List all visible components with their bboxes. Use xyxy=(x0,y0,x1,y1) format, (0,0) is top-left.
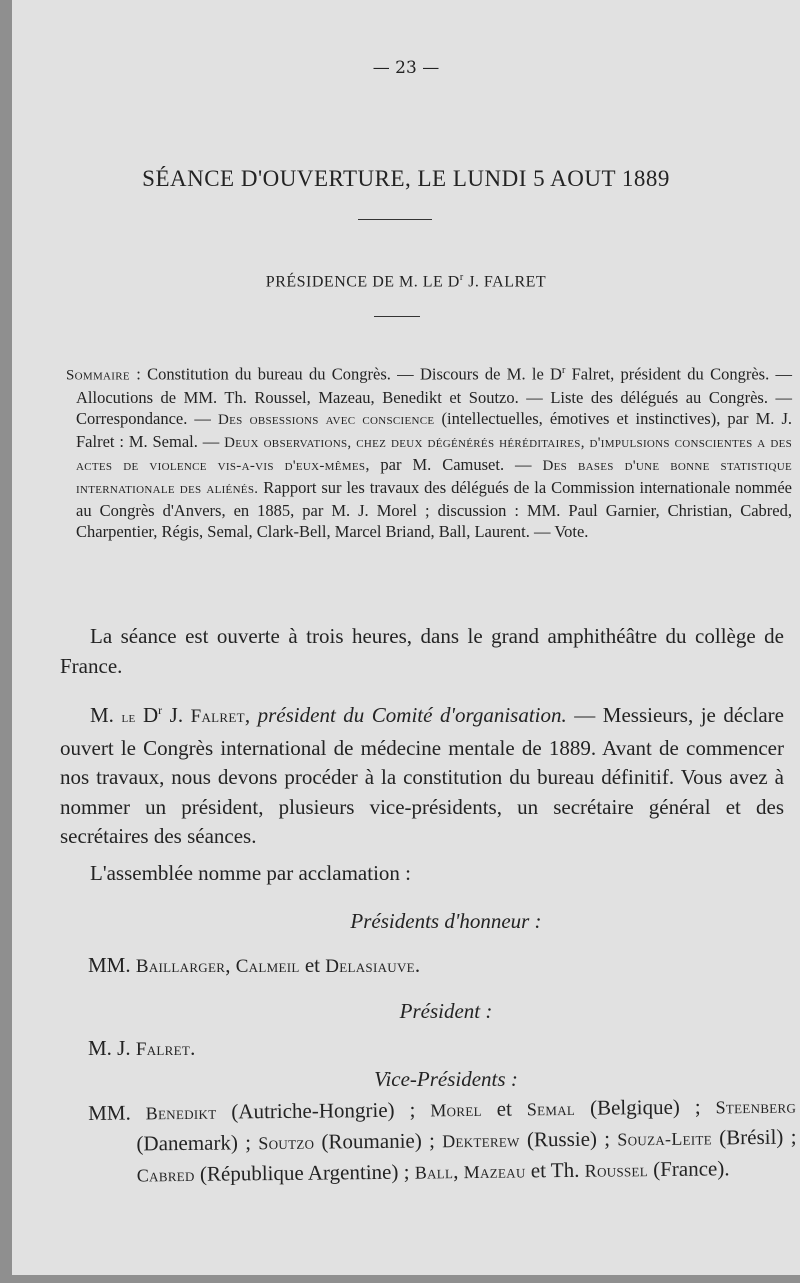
presidency-heading: PRÉSIDENCE DE M. LE $D^r$ J. FALRET xyxy=(265,272,547,291)
vice-presidents-heading: Vice-Présidents : xyxy=(374,1067,518,1091)
document-page xyxy=(12,0,800,1275)
president-heading: Président : xyxy=(399,999,493,1023)
paragraph-opening: La séance est ouverte à trois heures, dans le grand amphithéâtre du collège de France. xyxy=(60,624,784,678)
divider-rule xyxy=(358,219,432,220)
paragraph-acclamation: L'assemblée nomme par acclamation : xyxy=(90,861,411,885)
session-title: SÉANCE D'OUVERTURE, LE LUNDI 5 AOUT 1889 xyxy=(142,166,670,191)
vice-presidents-list: MM. Benedikt (Autriche-Hongrie) ; Morel et Semal (Belgique) ; Steenberg (Danemark) ; Soutzo (Roumanie) ; Dekterew (Russie) ; Souza-Leite (Brésil) ; Cabred (République Argentine) ; Ball, Mazeau et Th. Roussel (France). xyxy=(88,1094,797,1186)
honorary-presidents-list: MM. Baillarger, Calmeil et Delasiauve. xyxy=(88,953,421,977)
paragraph-falret-speech: M. le $D^r$ J. Falret, président du Comité d'organisation. — Messieurs, je déclare ouvert le Congrès international de médecine mentale de 1889. Avant de commencer nos travaux, nous devons procéder à la constitution du bureau définitif. Vous avez à nommer un président, plusieurs vice-présidents, un secrétaire général et des secrétaires des séances. xyxy=(60,703,784,848)
honorary-presidents-heading: Présidents d'honneur : xyxy=(350,909,542,933)
page-number: — 23 — xyxy=(372,58,440,78)
summary-label: Sommaire xyxy=(66,367,130,384)
president-name: M. J. Falret. xyxy=(88,1036,196,1060)
divider-rule xyxy=(374,316,420,317)
session-summary: Sommaire : Constitution du bureau du Congrès. — Discours de M. le $D^r$ Falret, président du Congrès. — Allocutions de MM. Th. Roussel, Mazeau, Benedikt et Soutzo. — Liste des délégués au Congrès. — Correspondance. — Des obsessions avec conscience (intellectuelles, émotives et instinctives), par M. J. Falret : M. Semal. — Deux observations, chez deux dégénérés héréditaires, d'impulsions conscientes a des actes de violence vis-a-vis d'eux-mêmes, par M. Camuset. — Des bases d'une bonne statistique internationale des aliénés. Rapport sur les travaux des délégués de la Commission internationale nommée au Congrès d'Anvers, en 1885, par M. J. Morel ; discussion : MM. Paul Garnier, Christian, Cabred, Charpentier, Régis, Semal, Clark-Bell, Marcel Briand, Ball, Laurent. — Vote. xyxy=(66,364,793,541)
